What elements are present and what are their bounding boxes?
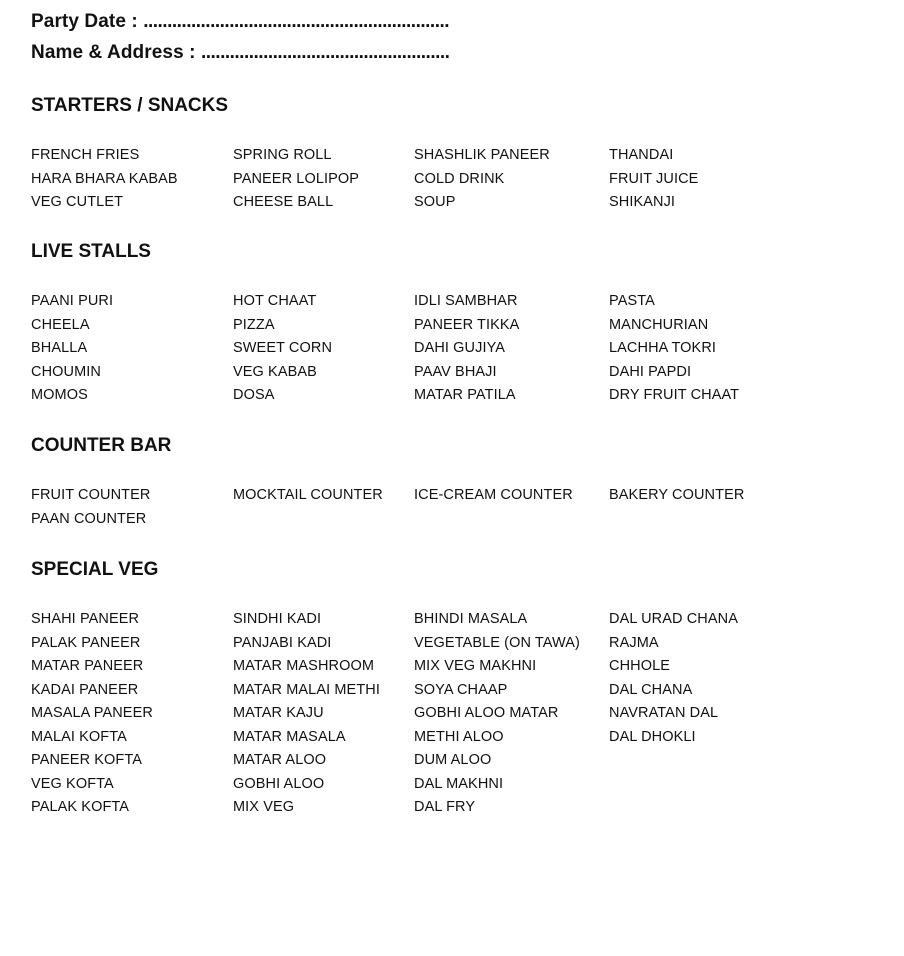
menu-column (414, 608, 580, 820)
menu-column (609, 484, 744, 508)
menu-item: HOT CHAAT (233, 293, 317, 309)
menu-column (233, 290, 332, 408)
menu-item: VEGETABLE (ON TAWA) (414, 634, 580, 651)
menu-item: MATAR PATILA (414, 387, 516, 403)
menu-column (31, 144, 178, 215)
menu-item: KADAI PANEER (31, 681, 139, 698)
menu-column (31, 484, 150, 531)
menu-item: BAKERY COUNTER (609, 487, 745, 503)
section-starters (31, 94, 891, 210)
menu-column (414, 290, 519, 408)
menu-item: BHALLA (31, 340, 88, 356)
menu-column (609, 290, 739, 408)
menu-item: PIZZA (233, 316, 275, 333)
section-title: SPECIAL VEG (31, 559, 159, 580)
menu-column (233, 144, 359, 215)
section-live-stalls (31, 240, 891, 403)
menu-item: HARA BHARA KABAB (31, 170, 178, 187)
menu-item: IDLI SAMBHAR (414, 293, 518, 309)
menu-item: CHOUMIN (31, 363, 101, 380)
name-address-field (31, 42, 449, 64)
menu-item: DRY FRUIT CHAAT (609, 387, 740, 403)
menu-item: SHASHLIK PANEER (414, 147, 550, 163)
section-title: STARTERS / SNACKS (31, 95, 229, 116)
menu-item: MATAR MALAI METHI (233, 681, 380, 698)
menu-item: DAL MAKHNI (414, 775, 504, 792)
menu-item: ICE-CREAM COUNTER (414, 487, 573, 503)
menu-column (31, 290, 113, 408)
menu-item: GOBHI ALOO (233, 775, 325, 792)
menu-item: MATAR ALOO (233, 752, 327, 768)
menu-column (414, 484, 573, 508)
menu-item: MASALA PANEER (31, 705, 153, 721)
menu-item: SWEET CORN (233, 340, 333, 356)
menu-column (233, 608, 380, 820)
menu-item: SHIKANJI (609, 194, 676, 210)
menu-item: MIX VEG (233, 799, 295, 815)
menu-item: SHAHI PANEER (31, 611, 140, 627)
menu-item: MATAR KAJU (233, 705, 324, 721)
menu-item: LACHHA TOKRI (609, 340, 717, 356)
menu-item: PALAK PANEER (31, 634, 141, 651)
party-date-blank: ................................................................ (143, 11, 450, 32)
section-title: LIVE STALLS (31, 241, 151, 262)
menu-column (31, 608, 153, 820)
menu-item: VEG KABAB (233, 363, 317, 380)
menu-item: VEG CUTLET (31, 194, 124, 210)
menu-item: PANJABI KADI (233, 634, 332, 651)
menu-item: PANEER LOLIPOP (233, 170, 360, 187)
menu-item: FRUIT COUNTER (31, 487, 151, 503)
menu-item: SPRING ROLL (233, 147, 332, 163)
menu-item: GOBHI ALOO MATAR (414, 705, 559, 721)
menu-column (414, 144, 550, 215)
party-date-label: Party Date : (31, 11, 138, 32)
menu-item: DUM ALOO (414, 752, 492, 768)
menu-item: NAVRATAN DAL (609, 705, 719, 721)
menu-item: CHEELA (31, 316, 90, 333)
menu-item: CHEESE BALL (233, 194, 334, 210)
menu-item: DAL FRY (414, 799, 476, 815)
menu-column (233, 484, 383, 508)
menu-item: SINDHI KADI (233, 611, 322, 627)
menu-item: MIX VEG MAKHNI (414, 658, 537, 674)
menu-item: RAJMA (609, 634, 659, 651)
menu-item: DAL URAD CHANA (609, 611, 738, 627)
name-address-label: Name & Address : (31, 42, 196, 63)
menu-item: FRENCH FRIES (31, 147, 140, 163)
menu-item: MATAR MASHROOM (233, 658, 375, 674)
section-special-veg (31, 558, 891, 815)
menu-item: VEG KOFTA (31, 775, 114, 792)
menu-item: DAHI PAPDI (609, 363, 692, 380)
menu-item: FRUIT JUICE (609, 170, 699, 187)
menu-item: BHINDI MASALA (414, 611, 528, 627)
menu-item: PASTA (609, 293, 655, 309)
name-address-blank: .................................................... (200, 42, 450, 63)
menu-item: PALAK KOFTA (31, 799, 130, 815)
menu-item: MOMOS (31, 387, 88, 403)
menu-item: MATAR MASALA (233, 728, 346, 745)
section-counter-bar (31, 434, 891, 527)
menu-item: DAL CHANA (609, 681, 693, 698)
menu-item: SOUP (414, 194, 456, 210)
menu-item: METHI ALOO (414, 728, 504, 745)
menu-item: MOCKTAIL COUNTER (233, 487, 383, 503)
menu-item: SOYA CHAAP (414, 681, 508, 698)
section-title: COUNTER BAR (31, 435, 172, 456)
party-date-field (31, 11, 449, 33)
menu-item: COLD DRINK (414, 170, 505, 187)
menu-item: DAHI GUJIYA (414, 340, 506, 356)
menu-item: DAL DHOKLI (609, 728, 696, 745)
menu-item: PANEER TIKKA (414, 316, 520, 333)
menu-column (609, 608, 738, 749)
menu-item: PAAV BHAJI (414, 363, 497, 380)
menu-item: CHHOLE (609, 658, 671, 674)
menu-item: PAAN COUNTER (31, 510, 147, 527)
menu-column (609, 144, 698, 215)
menu-item: PAANI PURI (31, 293, 114, 309)
menu-item: THANDAI (609, 147, 674, 163)
menu-item: PANEER KOFTA (31, 752, 143, 768)
menu-item: MATAR PANEER (31, 658, 144, 674)
menu-item: MALAI KOFTA (31, 728, 127, 745)
menu-item: DOSA (233, 387, 275, 403)
menu-item: MANCHURIAN (609, 316, 709, 333)
